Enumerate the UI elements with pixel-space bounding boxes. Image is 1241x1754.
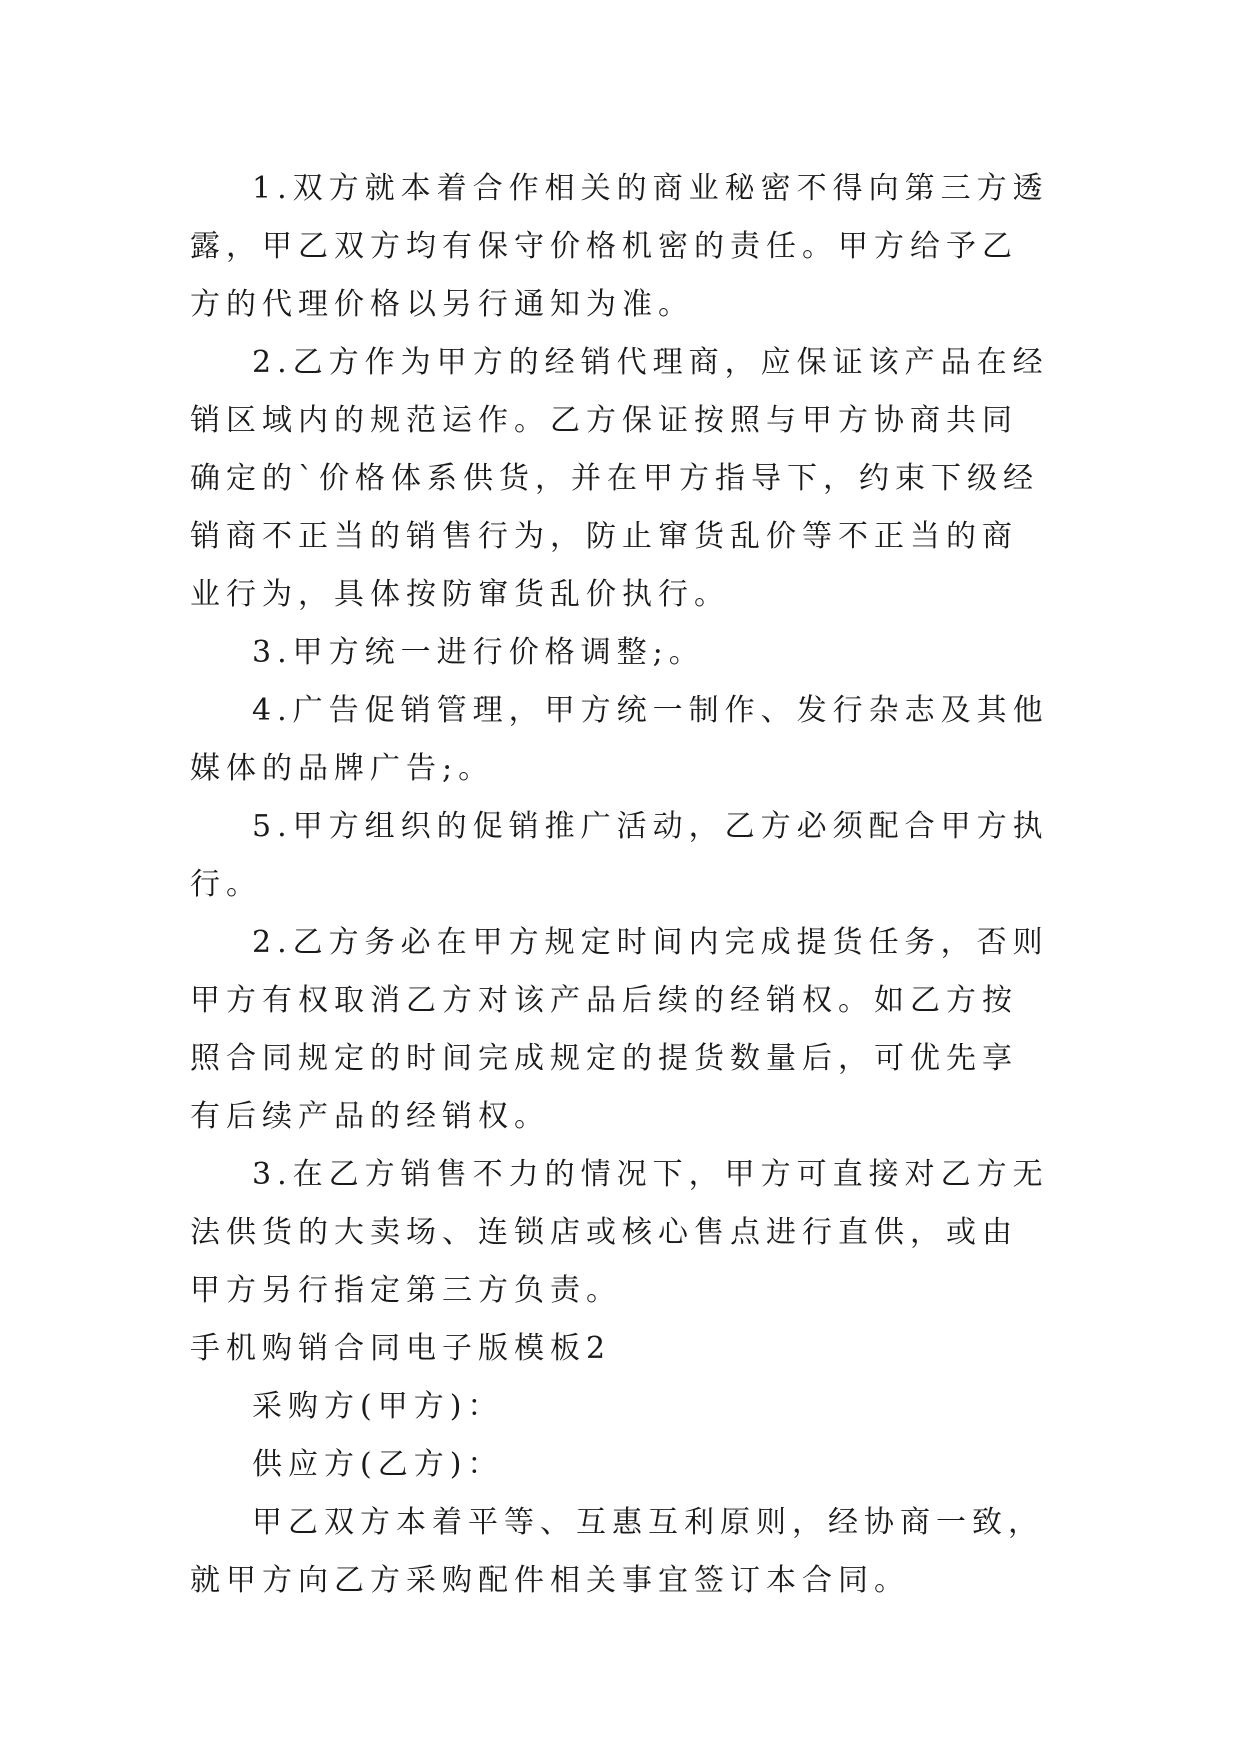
clause-promotion: 5.甲方组织的促销推广活动，乙方必须配合甲方执行。 xyxy=(190,809,1049,902)
clause-pickup-task: 2.乙方务必在甲方规定时间内完成提货任务，否则甲方有权取消乙方对该产品后续的经销权。如乙方按照合同规定的时间完成规定的提货数量后，可优先享有后续产品的经销权。 xyxy=(190,925,1049,1134)
contract-preamble: 甲乙双方本着平等、互惠互利原则，经协商一致，就甲方向乙方采购配件相关事宜签订本合同。 xyxy=(190,1505,1044,1598)
clause-confidentiality: 1.双方就本着合作相关的商业秘密不得向第三方透露，甲乙双方均有保守价格机密的责任。甲方给予乙方的代理价格以另行通知为准。 xyxy=(190,171,1049,322)
clause-advertising: 4.广告促销管理，甲方统一制作、发行杂志及其他媒体的品牌广告;。 xyxy=(190,693,1049,786)
section-heading: 手机购销合同电子版模板2 xyxy=(190,1331,612,1366)
clause-direct-supply: 3.在乙方销售不力的情况下，甲方可直接对乙方无法供货的大卖场、连锁店或核心售点进行直供，或由甲方另行指定第三方负责。 xyxy=(190,1157,1049,1308)
document-page xyxy=(190,160,1050,1610)
supplier-line: 供应方(乙方)： xyxy=(252,1447,504,1482)
buyer-line: 采购方(甲方)： xyxy=(252,1389,504,1424)
clause-price-adjustment: 3.甲方统一进行价格调整;。 xyxy=(252,635,705,670)
clause-distributor-obligations: 2.乙方作为甲方的经销代理商，应保证该产品在经销区域内的规范运作。乙方保证按照与甲方协商共同确定的`价格体系供货，并在甲方指导下，约束下级经销商不正当的销售行为，防止窜货乱价等不正当的商业行为，具体按防窜货乱价执行。 xyxy=(190,345,1049,612)
